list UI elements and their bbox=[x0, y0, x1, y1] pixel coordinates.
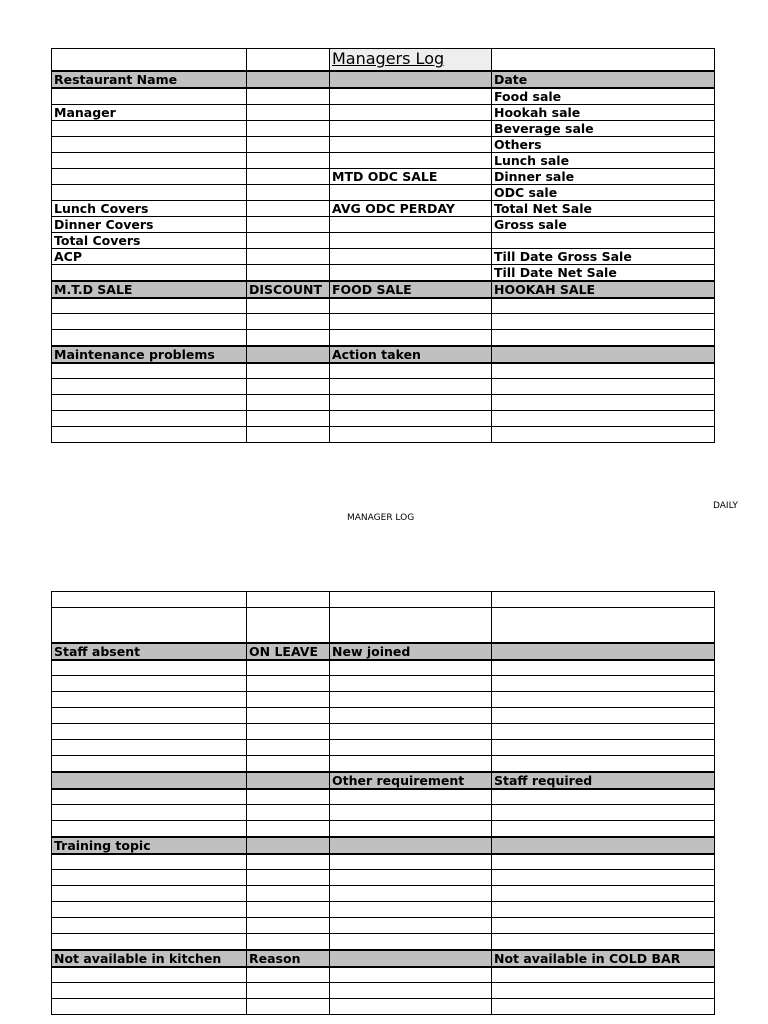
cell[interactable] bbox=[330, 934, 492, 950]
cell[interactable] bbox=[330, 983, 492, 999]
cell[interactable] bbox=[52, 330, 247, 346]
cell[interactable] bbox=[492, 692, 715, 708]
cell[interactable] bbox=[492, 676, 715, 692]
cell[interactable] bbox=[52, 411, 247, 427]
cell[interactable] bbox=[492, 330, 715, 346]
cell[interactable] bbox=[492, 886, 715, 902]
cell[interactable] bbox=[247, 740, 330, 756]
header-staff-absent: Staff absent bbox=[52, 643, 247, 660]
cell[interactable] bbox=[247, 708, 330, 724]
cell[interactable] bbox=[330, 821, 492, 837]
cell[interactable] bbox=[330, 708, 492, 724]
caption-manager-log: MANAGER LOG bbox=[347, 513, 415, 523]
cell[interactable] bbox=[247, 918, 330, 934]
cell[interactable] bbox=[330, 967, 492, 983]
table-row bbox=[52, 967, 715, 983]
cell[interactable] bbox=[492, 934, 715, 950]
cell[interactable] bbox=[247, 999, 330, 1015]
cell[interactable] bbox=[52, 298, 247, 314]
table-row bbox=[52, 886, 715, 902]
label-restaurant-name: Restaurant Name bbox=[52, 71, 247, 88]
label-total-covers: Total Covers bbox=[52, 232, 247, 248]
table-row bbox=[52, 427, 715, 443]
cell[interactable] bbox=[52, 886, 247, 902]
cell[interactable] bbox=[330, 379, 492, 395]
table-row bbox=[52, 411, 715, 427]
label-total-net-sale: Total Net Sale bbox=[492, 200, 715, 216]
cell[interactable] bbox=[492, 411, 715, 427]
table-row bbox=[52, 379, 715, 395]
table-row bbox=[52, 314, 715, 330]
cell[interactable] bbox=[492, 789, 715, 805]
cell[interactable] bbox=[330, 805, 492, 821]
table-row bbox=[52, 395, 715, 411]
header-cell bbox=[492, 643, 715, 660]
cell[interactable] bbox=[247, 120, 330, 136]
table-row bbox=[52, 168, 715, 184]
cell[interactable] bbox=[247, 660, 330, 676]
cell[interactable] bbox=[330, 330, 492, 346]
cell[interactable] bbox=[52, 363, 247, 379]
cell[interactable] bbox=[492, 395, 715, 411]
cell[interactable] bbox=[52, 168, 247, 184]
cell[interactable] bbox=[492, 660, 715, 676]
cell[interactable] bbox=[492, 232, 715, 248]
cell[interactable] bbox=[492, 708, 715, 724]
cell[interactable] bbox=[492, 967, 715, 983]
cell[interactable] bbox=[52, 676, 247, 692]
table-row bbox=[52, 870, 715, 886]
table-row bbox=[52, 88, 715, 105]
header-on-leave: ON LEAVE bbox=[247, 643, 330, 660]
cell[interactable] bbox=[247, 724, 330, 740]
cell[interactable] bbox=[52, 120, 247, 136]
header-maintenance-problems: Maintenance problems bbox=[52, 346, 247, 363]
cell[interactable] bbox=[247, 152, 330, 168]
cell[interactable] bbox=[492, 608, 715, 643]
cell[interactable] bbox=[247, 805, 330, 821]
header-cell bbox=[247, 772, 330, 789]
cell[interactable] bbox=[52, 592, 247, 608]
page-title: Managers Log bbox=[330, 49, 492, 71]
table-row bbox=[52, 999, 715, 1015]
table-row bbox=[52, 152, 715, 168]
cell[interactable] bbox=[492, 724, 715, 740]
cell[interactable] bbox=[330, 870, 492, 886]
header-new-joined: New joined bbox=[330, 643, 492, 660]
kitchen-header-row bbox=[52, 950, 715, 967]
cell[interactable] bbox=[330, 676, 492, 692]
cell[interactable] bbox=[247, 676, 330, 692]
managers-log-sheet bbox=[51, 48, 715, 443]
label-dinner-covers: Dinner Covers bbox=[52, 216, 247, 232]
cell[interactable] bbox=[492, 314, 715, 330]
table-row bbox=[52, 821, 715, 837]
header-hookah-sale: HOOKAH SALE bbox=[492, 281, 715, 298]
cell[interactable] bbox=[247, 88, 330, 105]
mtd-sale-header-row bbox=[52, 281, 715, 298]
header-staff-required: Staff required bbox=[492, 772, 715, 789]
cell[interactable] bbox=[492, 821, 715, 837]
cell[interactable] bbox=[330, 248, 492, 264]
cell[interactable] bbox=[52, 692, 247, 708]
cell[interactable] bbox=[247, 314, 330, 330]
table-row bbox=[52, 232, 715, 248]
table-row bbox=[52, 854, 715, 870]
table-row bbox=[52, 592, 715, 608]
cell[interactable] bbox=[52, 854, 247, 870]
cell[interactable] bbox=[330, 789, 492, 805]
cell[interactable] bbox=[247, 104, 330, 120]
table-row bbox=[52, 136, 715, 152]
cell[interactable] bbox=[330, 918, 492, 934]
caption-daily: DAILY bbox=[713, 501, 738, 511]
cell[interactable] bbox=[52, 314, 247, 330]
header-cell bbox=[247, 837, 330, 854]
cell[interactable] bbox=[52, 49, 247, 71]
cell[interactable] bbox=[247, 168, 330, 184]
label-lunch-sale: Lunch sale bbox=[492, 152, 715, 168]
cell[interactable] bbox=[330, 152, 492, 168]
cell[interactable] bbox=[52, 756, 247, 772]
label-others: Others bbox=[492, 136, 715, 152]
table-row bbox=[52, 692, 715, 708]
label-dinner-sale: Dinner sale bbox=[492, 168, 715, 184]
cell[interactable] bbox=[52, 379, 247, 395]
table-row bbox=[52, 789, 715, 805]
cell[interactable] bbox=[330, 592, 492, 608]
cell[interactable] bbox=[52, 999, 247, 1015]
cell[interactable] bbox=[52, 821, 247, 837]
header-discount: DISCOUNT bbox=[247, 281, 330, 298]
title-row bbox=[52, 49, 715, 71]
table-row bbox=[52, 248, 715, 264]
table-row bbox=[52, 724, 715, 740]
cell[interactable] bbox=[52, 789, 247, 805]
cell[interactable] bbox=[247, 854, 330, 870]
header-not-available-in-cold-bar: Not available in COLD BAR bbox=[492, 950, 715, 967]
cell[interactable] bbox=[330, 660, 492, 676]
table-row bbox=[52, 363, 715, 379]
table-row bbox=[52, 740, 715, 756]
table-row bbox=[52, 934, 715, 950]
cell[interactable] bbox=[247, 886, 330, 902]
cell[interactable] bbox=[330, 902, 492, 918]
cell[interactable] bbox=[52, 934, 247, 950]
table-row bbox=[52, 330, 715, 346]
cell[interactable] bbox=[52, 918, 247, 934]
table-row bbox=[52, 983, 715, 999]
cell[interactable] bbox=[492, 983, 715, 999]
cell[interactable] bbox=[247, 330, 330, 346]
cell[interactable] bbox=[330, 104, 492, 120]
cell[interactable] bbox=[330, 216, 492, 232]
cell[interactable] bbox=[247, 934, 330, 950]
cell[interactable] bbox=[247, 136, 330, 152]
label-till-date-gross-sale: Till Date Gross Sale bbox=[492, 248, 715, 264]
cell[interactable] bbox=[330, 314, 492, 330]
header-not-available-in-kitchen: Not available in kitchen bbox=[52, 950, 247, 967]
cell[interactable] bbox=[492, 854, 715, 870]
label-food-sale: Food sale bbox=[492, 88, 715, 105]
cell[interactable] bbox=[247, 821, 330, 837]
cell[interactable] bbox=[52, 136, 247, 152]
cell[interactable] bbox=[52, 88, 247, 105]
table-row bbox=[52, 708, 715, 724]
table-row bbox=[52, 660, 715, 676]
cell[interactable] bbox=[52, 902, 247, 918]
cell[interactable] bbox=[52, 395, 247, 411]
cell[interactable] bbox=[247, 870, 330, 886]
label-avg-odc-perday: AVG ODC PERDAY bbox=[330, 200, 492, 216]
cell[interactable] bbox=[52, 427, 247, 443]
cell[interactable] bbox=[247, 983, 330, 999]
cell[interactable] bbox=[330, 120, 492, 136]
cell[interactable] bbox=[492, 49, 715, 71]
cell[interactable] bbox=[247, 692, 330, 708]
cell[interactable] bbox=[247, 71, 330, 88]
cell[interactable] bbox=[247, 184, 330, 200]
header-food-sale: FOOD SALE bbox=[330, 281, 492, 298]
table-row bbox=[52, 71, 715, 88]
cell[interactable] bbox=[247, 232, 330, 248]
header-training-topic: Training topic bbox=[52, 837, 247, 854]
header-cell bbox=[330, 837, 492, 854]
cell[interactable] bbox=[330, 427, 492, 443]
header-cell bbox=[492, 837, 715, 854]
header-mtd-sale: M.T.D SALE bbox=[52, 281, 247, 298]
label-manager: Manager bbox=[52, 104, 247, 120]
header-cell bbox=[52, 772, 247, 789]
cell[interactable] bbox=[330, 184, 492, 200]
cell[interactable] bbox=[247, 902, 330, 918]
table-row bbox=[52, 902, 715, 918]
cell[interactable] bbox=[52, 608, 247, 643]
cell[interactable] bbox=[330, 756, 492, 772]
cell[interactable] bbox=[247, 608, 330, 643]
cell[interactable] bbox=[52, 983, 247, 999]
cell[interactable] bbox=[52, 184, 247, 200]
cell[interactable] bbox=[492, 592, 715, 608]
maintenance-header-row bbox=[52, 346, 715, 363]
cell[interactable] bbox=[52, 152, 247, 168]
cell[interactable] bbox=[330, 999, 492, 1015]
cell[interactable] bbox=[247, 49, 330, 71]
table-row bbox=[52, 918, 715, 934]
table-row bbox=[52, 756, 715, 772]
cell[interactable] bbox=[52, 264, 247, 281]
cell[interactable] bbox=[492, 756, 715, 772]
label-acp: ACP bbox=[52, 248, 247, 264]
cell[interactable] bbox=[330, 854, 492, 870]
cell[interactable] bbox=[330, 88, 492, 105]
cell[interactable] bbox=[492, 427, 715, 443]
cell[interactable] bbox=[247, 248, 330, 264]
table-row bbox=[52, 184, 715, 200]
label-hookah-sale: Hookah sale bbox=[492, 104, 715, 120]
cell[interactable] bbox=[247, 967, 330, 983]
header-action-taken: Action taken bbox=[330, 346, 492, 363]
cell[interactable] bbox=[52, 708, 247, 724]
header-reason: Reason bbox=[247, 950, 330, 967]
cell[interactable] bbox=[492, 999, 715, 1015]
cell[interactable] bbox=[52, 724, 247, 740]
table-row bbox=[52, 676, 715, 692]
cell[interactable] bbox=[247, 592, 330, 608]
label-date: Date bbox=[492, 71, 715, 88]
cell[interactable] bbox=[492, 902, 715, 918]
cell[interactable] bbox=[247, 756, 330, 772]
label-beverage-sale: Beverage sale bbox=[492, 120, 715, 136]
cell[interactable] bbox=[247, 395, 330, 411]
cell[interactable] bbox=[492, 298, 715, 314]
cell[interactable] bbox=[247, 200, 330, 216]
training-header-row bbox=[52, 837, 715, 854]
cell[interactable] bbox=[492, 870, 715, 886]
cell[interactable] bbox=[330, 136, 492, 152]
table-row bbox=[52, 805, 715, 821]
cell[interactable] bbox=[52, 660, 247, 676]
cell[interactable] bbox=[330, 411, 492, 427]
cell[interactable] bbox=[330, 692, 492, 708]
label-odc-sale: ODC sale bbox=[492, 184, 715, 200]
cell[interactable] bbox=[330, 264, 492, 281]
cell[interactable] bbox=[330, 886, 492, 902]
cell[interactable] bbox=[492, 805, 715, 821]
cell[interactable] bbox=[330, 395, 492, 411]
cell[interactable] bbox=[330, 724, 492, 740]
header-cell bbox=[492, 346, 715, 363]
cell[interactable] bbox=[52, 805, 247, 821]
header-cell bbox=[330, 950, 492, 967]
cell[interactable] bbox=[247, 789, 330, 805]
table-row bbox=[52, 298, 715, 314]
cell[interactable] bbox=[247, 264, 330, 281]
cell[interactable] bbox=[247, 363, 330, 379]
table-row bbox=[52, 200, 715, 216]
cell[interactable] bbox=[52, 967, 247, 983]
manager-log-page-two bbox=[51, 591, 715, 1015]
cell[interactable] bbox=[330, 298, 492, 314]
header-other-requirement: Other requirement bbox=[330, 772, 492, 789]
header-cell bbox=[247, 346, 330, 363]
cell[interactable] bbox=[330, 363, 492, 379]
label-mtd-odc-sale: MTD ODC SALE bbox=[330, 168, 492, 184]
table-row bbox=[52, 104, 715, 120]
staff-header-row bbox=[52, 643, 715, 660]
cell[interactable] bbox=[247, 298, 330, 314]
cell[interactable] bbox=[330, 740, 492, 756]
cell[interactable] bbox=[492, 379, 715, 395]
cell[interactable] bbox=[52, 740, 247, 756]
table-row bbox=[52, 608, 715, 643]
cell[interactable] bbox=[330, 232, 492, 248]
requirement-header-row bbox=[52, 772, 715, 789]
cell[interactable] bbox=[330, 608, 492, 643]
cell[interactable] bbox=[330, 71, 492, 88]
cell[interactable] bbox=[247, 216, 330, 232]
cell[interactable] bbox=[492, 918, 715, 934]
cell[interactable] bbox=[492, 740, 715, 756]
table-row bbox=[52, 264, 715, 281]
cell[interactable] bbox=[52, 870, 247, 886]
label-gross-sale: Gross sale bbox=[492, 216, 715, 232]
label-till-date-net-sale: Till Date Net Sale bbox=[492, 264, 715, 281]
table-row bbox=[52, 216, 715, 232]
table-row bbox=[52, 120, 715, 136]
cell[interactable] bbox=[247, 427, 330, 443]
label-lunch-covers: Lunch Covers bbox=[52, 200, 247, 216]
cell[interactable] bbox=[247, 379, 330, 395]
cell[interactable] bbox=[247, 411, 330, 427]
cell[interactable] bbox=[492, 363, 715, 379]
